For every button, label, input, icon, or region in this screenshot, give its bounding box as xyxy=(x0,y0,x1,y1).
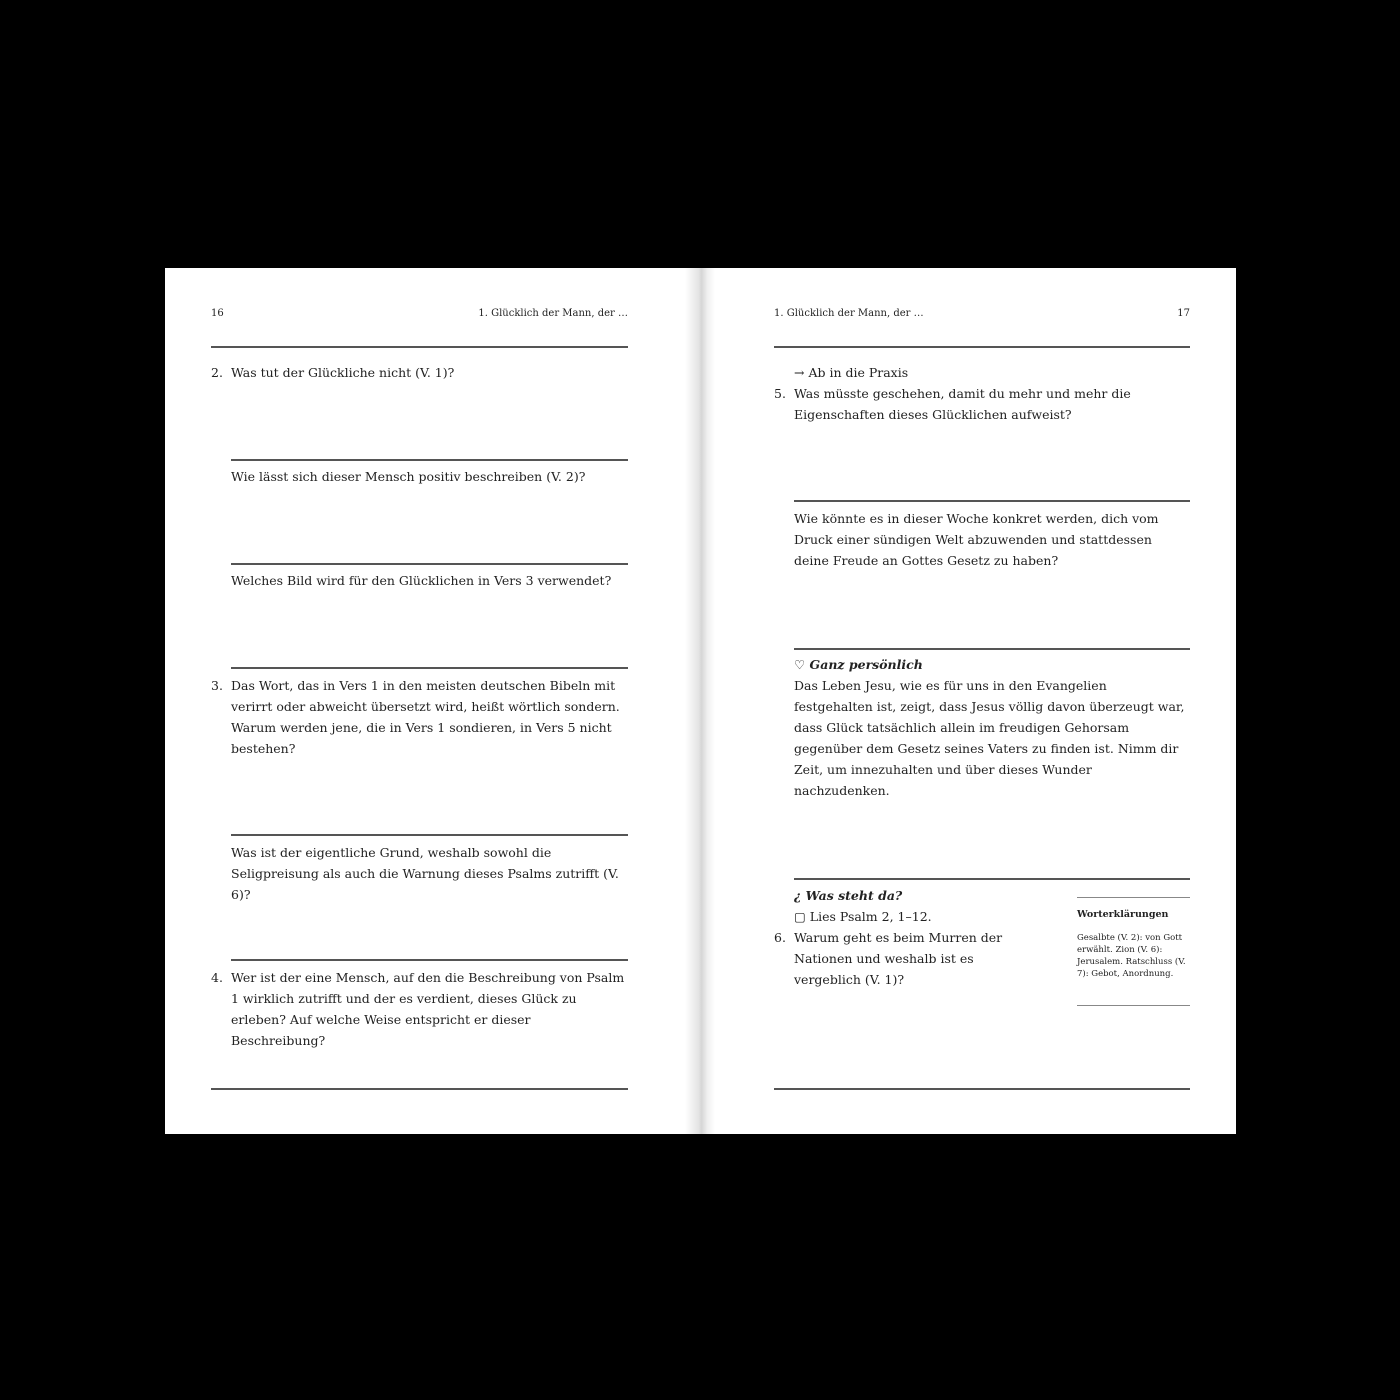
question-text: Wie könnte es in dieser Woche konkret werden, dich vom Druck einer sündigen Welt abzuwenden und stattdessen deine Freude an Gottes Gesetz zu haben? xyxy=(794,511,1159,568)
running-head: 1. Glücklich der Mann, der … xyxy=(774,308,924,319)
question-number: 3. xyxy=(211,678,223,693)
question-text: Warum geht es beim Murren der Nationen und weshalb ist es vergeblich (V. 1)? xyxy=(794,930,1003,987)
question-text: Was ist der eigentliche Grund, weshalb sowohl die Seligpreisung als auch die Warnung dieses Psalms zutrifft (V. 6)? xyxy=(231,845,619,902)
question-text: Wer ist der eine Mensch, auf den die Beschreibung von Psalm 1 wirklich zutrifft und der es verdient, dieses Glück zu erleben? Auf welche Weise entspricht er dieser Beschreibung? xyxy=(231,970,625,1048)
question-text: Welches Bild wird für den Glücklichen in Vers 3 verwendet? xyxy=(231,573,612,588)
header-rule xyxy=(211,346,628,348)
answer-line[interactable] xyxy=(231,667,628,669)
sidebar-title: Worterklärungen xyxy=(1077,909,1169,920)
section-heading: ¿ Was steht da? xyxy=(794,888,903,903)
answer-line[interactable] xyxy=(231,459,628,461)
left-page xyxy=(165,268,700,1134)
personal-text: Das Leben Jesu, wie es für uns in den Evangelien festgehalten ist, zeigt, dass Jesus völlig davon überzeugt war, dass Glück tatsächlich allein im freudigen Gehorsam gegenüber dem Gesetz seines Vaters zu finden ist. Nimm dir Zeit, um innezuhalten und über dieses Wunder nachzudenken. xyxy=(794,678,1185,798)
question-text: Was tut der Glückliche nicht (V. 1)? xyxy=(231,365,455,380)
read-instruction[interactable]: ▢ Lies Psalm 2, 1–12. xyxy=(794,909,932,924)
personal-heading: ♡ Ganz persönlich xyxy=(794,657,923,672)
answer-line[interactable] xyxy=(231,563,628,565)
question-number: 5. xyxy=(774,386,786,401)
answer-line[interactable] xyxy=(231,959,628,961)
question-text: Das Wort, das in Vers 1 in den meisten deutschen Bibeln mit verirrt oder abweicht übersetzt wird, heißt wörtlich sondern. Warum werden jene, die in Vers 1 sondieren, in Vers 5 nicht bestehen? xyxy=(231,678,620,756)
sidebar-rule xyxy=(1077,897,1190,898)
section-rule xyxy=(794,878,1190,880)
answer-line[interactable] xyxy=(231,834,628,836)
question-text: Wie lässt sich dieser Mensch positiv beschreiben (V. 2)? xyxy=(231,469,586,484)
praxis-label: → Ab in die Praxis xyxy=(794,365,909,380)
answer-line[interactable] xyxy=(774,1088,1190,1090)
question-text: Was müsste geschehen, damit du mehr und mehr die Eigenschaften dieses Glücklichen aufweist? xyxy=(794,386,1131,422)
right-page xyxy=(700,268,1236,1134)
answer-line[interactable] xyxy=(794,500,1190,502)
sidebar-text: Gesalbte (V. 2): von Gott erwählt. Zion (V. 6): Jerusalem. Ratschluss (V. 7): Gebot, Anordnung. xyxy=(1077,933,1186,979)
question-number: 4. xyxy=(211,970,223,985)
page-number: 16 xyxy=(211,308,224,319)
running-head: 1. Glücklich der Mann, der … xyxy=(478,308,628,319)
answer-line[interactable] xyxy=(211,1088,628,1090)
question-number: 2. xyxy=(211,365,223,380)
answer-line[interactable] xyxy=(794,648,1190,650)
page-number: 17 xyxy=(1177,308,1190,319)
book-spread xyxy=(165,268,1236,1134)
sidebar-rule xyxy=(1077,1005,1190,1006)
header-rule xyxy=(774,346,1190,348)
question-number: 6. xyxy=(774,930,786,945)
